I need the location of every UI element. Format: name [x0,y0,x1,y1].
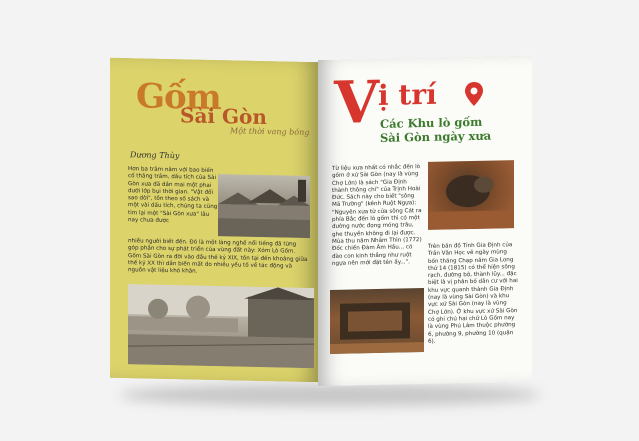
left-page [110,58,320,382]
right-text-column: Từ liệu xưa nhất có nhắc đến lò gốm ở xứ Sài Gòn (nay là vùng Chợ Lớn) là sách "Gia Định thành thông chí" của Trịnh Hoài Đức. Sách này cho biết "sông Mã Trường" (kênh Ruột Ngựa): "Nguyên xưa từ cửa sông Cát ra phía Bắc đến lò gốm thì có một đường nước đọng móng trâu, ghe thuyền không đi lại được. Mùa thu năm Nhâm Thìn (1772) Đốc chiến Đàm Âm Hầu... có đào con kinh thẳng như ruột ngựa nên mới đặt tên ấy...". [332,164,422,267]
author-name: Dương Thùy [130,150,180,161]
left-title-sub: Sài Gòn [180,103,267,130]
left-text-wide: nhiều người biết đến. Đó là một làng nghề nổi tiếng đã từng góp phần cho sự phát triển của vùng đất này: Xóm Lò Gốm. Gốm Sài Gòn ra đời vào đầu thế kỷ XIX, tồn tại đến khoảng giữa thế kỷ XX thì dần biến mất do nhiều yếu tố về tác động và nguồn vật liệu khó khăn. [128,238,308,275]
right-title-v: V [334,67,380,137]
photo-old-street [128,284,314,368]
left-text-column: Hơn ba trăm năm với bao biến cố thăng trầm, dấu tích của Sài Gòn xưa đã dần mai một phai dưới lớp bụi thời gian. "Vật đổi sao dời", tồn theo số sách và một vài dấu tích, chúng ta cũng tìm lại một "Sài Gòn xưa" lâu nay chưa được [128,166,218,225]
left-title-main: Gốm [136,76,221,119]
book-shadow [120,384,540,406]
location-pin-icon [464,81,484,107]
right-subtitle-line1: Các Khu lò gốm [380,114,483,131]
right-subtitle-line2: Sài Gòn ngày xưa [380,128,492,145]
photo-kiln-ruins [428,160,514,230]
right-subtitle [380,115,491,145]
right-page [318,56,532,386]
right-title-rest: ị trí [378,77,437,112]
photo-excavation [330,288,424,354]
right-text-column-2: Trên bản đồ Tỉnh Gia Định của Trần Văn Học vẽ ngày mùng bốn tháng Chạp năm Gia Long thứ 14 (1815) có thể hiện sông rạch, đường bộ, thành lũy... đặc biệt là vị phân bố dân cư với hai khu vực quanh thành Gia Định (nay là vùng Sài Gòn) và khu vực xứ Sài Gòn (nay là vùng Chợ Lớn). Ở khu vực xứ Sài Gòn có ghi chú hai chữ Lò Gốm nay là vùng Phú Lâm thuộc phường 6, phường 9, phường 10 (quận 6). [428,242,518,345]
photo-old-houses [218,174,310,238]
left-title-tagline: Một thời vang bóng [230,126,310,137]
